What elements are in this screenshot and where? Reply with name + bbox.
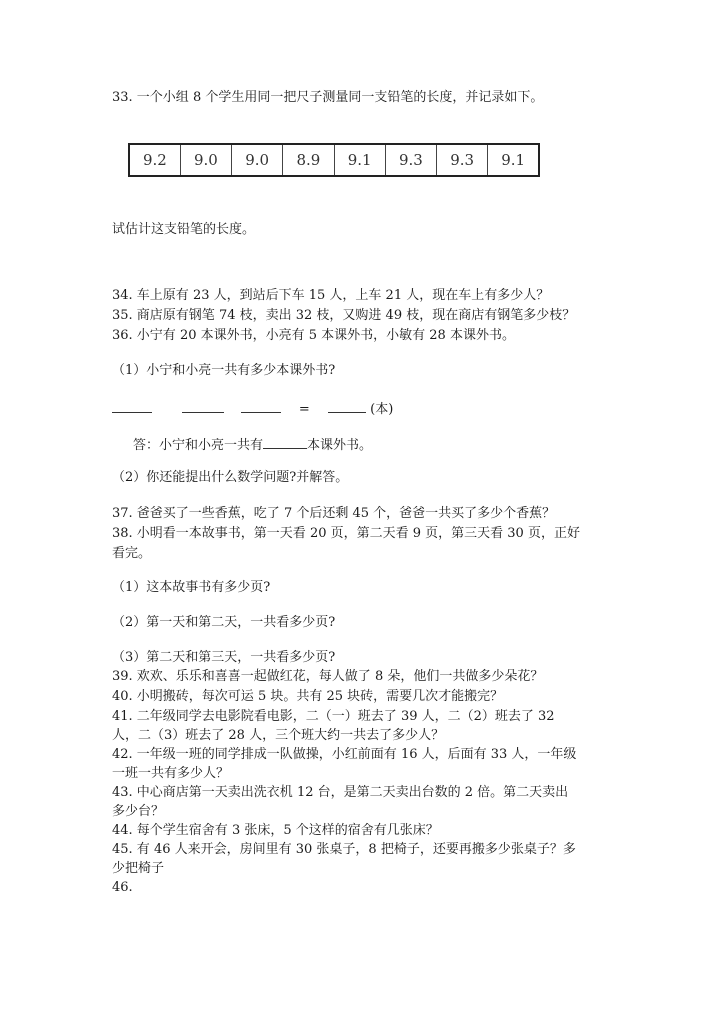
- question-45-line-1: 45. 有 46 人来开会，房间里有 30 张桌子，8 把椅子，还要再搬多少张桌子？多: [112, 842, 576, 857]
- question-36-part-2: （2）你还能提出什么数学问题?并解答。: [112, 470, 349, 485]
- measurement-cell: 9.2: [142, 151, 167, 169]
- question-38-line-1: 38. 小明看一本故事书，第一天看 20 页，第二天看 9 页，第三天看 30 页，正好: [112, 526, 580, 541]
- measurement-table: [128, 143, 540, 177]
- question-43-line-2: 多少台？: [112, 804, 165, 819]
- question-33: 33. 一个小组 8 个学生用同一把尺子测量同一支铅笔的长度，并记录如下。: [112, 90, 544, 105]
- question-38-part-1: （1）这本故事书有多少页?: [112, 580, 271, 595]
- question-33-prompt: 试估计这支铅笔的长度。: [112, 222, 256, 237]
- question-41-line-2: 人，二（3）班去了 28 人，三个班大约一共去了多少人？: [112, 728, 445, 743]
- question-43-line-1: 43. 中心商店第一天卖出洗衣机 12 台，是第二天卖出台数的 2 倍。第二天卖出: [112, 785, 569, 800]
- measurement-cell: 8.9: [283, 144, 334, 176]
- question-39: 39. 欢欢、乐乐和喜喜一起做红花，每人做了 8 朵，他们一共做多少朵花？: [112, 669, 544, 684]
- measurement-cell: 9.3: [437, 144, 488, 176]
- question-44: 44. 每个学生宿舍有 3 张床，5 个这样的宿舍有几张床？: [112, 823, 439, 838]
- question-35: 35. 商店原有钢笔 74 枝，卖出 32 枝，又购进 49 枝，现在商店有钢笔多少枝？: [112, 308, 576, 323]
- answer-sentence: [133, 434, 372, 455]
- answer-blank[interactable]: [241, 398, 281, 413]
- question-34: 34. 车上原有 23 人，到站后下车 15 人，上车 21 人，现在车上有多少人？: [112, 288, 550, 303]
- answer-blank[interactable]: [182, 398, 224, 413]
- question-38-part-3: （3）第二天和第三天，一共看多少页?: [112, 650, 336, 665]
- equals-sign: =: [298, 402, 310, 417]
- answer-prefix: 答：小宁和小亮一共有: [133, 438, 264, 453]
- measurement-cell: 9.1: [488, 144, 539, 176]
- answer-blank[interactable]: [328, 398, 366, 413]
- question-37: 37. 爸爸买了一些香蕉，吃了 7 个后还剩 45 个，爸爸一共买了多少个香蕉？: [112, 506, 556, 521]
- question-42-line-1: 42. 一年级一班的同学排成一队做操，小红前面有 16 人，后面有 33 人，一年级: [112, 747, 577, 762]
- answer-blank[interactable]: [112, 398, 152, 413]
- answer-suffix: 本课外书。: [307, 438, 373, 453]
- question-46: 46.: [112, 880, 133, 895]
- equation-line: [112, 398, 393, 419]
- question-36: 36. 小宁有 20 本课外书，小亮有 5 本课外书，小敏有 28 本课外书。: [112, 328, 515, 343]
- measurement-cell: 9.0: [180, 144, 231, 176]
- question-38-line-2: 看完。: [112, 546, 152, 561]
- unit-label: (本): [370, 402, 394, 417]
- question-36-part-1: （1）小宁和小亮一共有多少本课外书?: [112, 363, 336, 378]
- measurement-cell: 9.3: [385, 144, 436, 176]
- question-45-line-2: 少把椅子: [112, 861, 165, 876]
- measurement-row: [129, 144, 539, 176]
- measurement-cell: 9.1: [334, 144, 385, 176]
- measurement-cell: 9.0: [232, 144, 283, 176]
- question-40: 40. 小明搬砖，每次可运 5 块。共有 25 块砖，需要几次才能搬完？: [112, 689, 504, 704]
- question-38-part-2: （2）第一天和第二天，一共看多少页?: [112, 615, 336, 630]
- question-42-line-2: 一班一共有多少人？: [112, 766, 230, 781]
- question-41-line-1: 41. 二年级同学去电影院看电影，二（一）班去了 39 人，二（2）班去了 32: [112, 709, 555, 724]
- answer-blank[interactable]: [263, 434, 307, 449]
